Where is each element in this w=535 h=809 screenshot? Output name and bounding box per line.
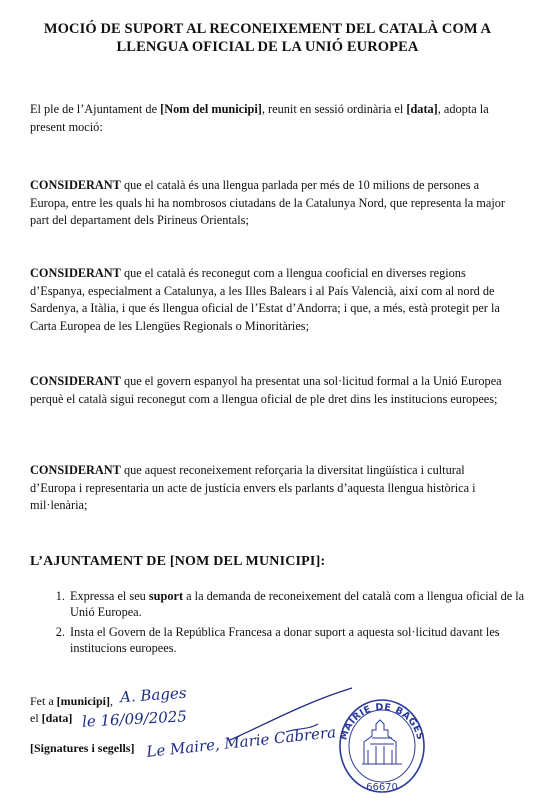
- considerant-text: que el català és reconegut com a llengua cooficial en diverses regions d’Espanya, especialment a Catalunya, a les Illes Balears i al País Valencià, així com al nord de Sardenya, a Itàlia, i que és llengua oficial de l’Estat d’Andorra; i que, a més, està protegit per la Carta Europea de les Llengües Regionals o Minoritàries;: [30, 266, 500, 333]
- considerant-paragraph-2: [30, 265, 508, 335]
- placeholder-signatures: [Signatures i segells]: [30, 741, 135, 755]
- item-text: a la demanda de reconeixement del català com a llengua oficial de la Unió Europea.: [70, 589, 525, 619]
- title-line-1: MOCIÓ DE SUPORT AL RECONEIXEMENT DEL CATALÀ COM A: [43, 21, 492, 37]
- considerant-label: CONSIDERANT: [30, 178, 121, 192]
- placeholder-date-sign: [data]: [41, 711, 73, 725]
- intro-paragraph: [30, 101, 508, 136]
- item-text: Insta el Govern de la República Francesa a donar suport a aquesta sol·licitud davant les institucions europees.: [70, 625, 500, 655]
- considerant-label: CONSIDERANT: [30, 463, 121, 477]
- handwritten-signatures: Le Maire, Marie Cabrera: [145, 723, 337, 761]
- placeholder-municipality: [Nom del municipi]: [160, 102, 262, 116]
- placeholder-date: [data]: [406, 102, 438, 116]
- item-text: Expressa el seu: [70, 589, 149, 603]
- mairie-stamp: [336, 690, 428, 798]
- considerant-text: que el català és una llengua parlada per més de 10 milions de persones a Europa, entre les quals hi ha nombrosos ciutadans de la Catalunya Nord, que representa la major part del departament dels Pirineus Orientals;: [30, 178, 505, 227]
- considerant-label: CONSIDERANT: [30, 266, 121, 280]
- placeholder-place: [municipi]: [56, 694, 111, 708]
- stamp-bottom-text: 66670: [366, 782, 398, 793]
- considerant-label: CONSIDERANT: [30, 374, 121, 388]
- date-line: [30, 711, 72, 725]
- intro-text: , reunit en sessió ordinària el: [261, 102, 407, 116]
- intro-text: El ple de l’Ajuntament de: [30, 102, 161, 116]
- title-line-2: LLENGUA OFICIAL DE LA UNIÓ EUROPEA: [116, 39, 419, 55]
- intro-text: , adopta la present moció:: [30, 102, 489, 134]
- list-item: [68, 588, 535, 620]
- considerant-paragraph-1: [30, 177, 508, 230]
- stamp-top-text: MAIRIE DE BAGES: [338, 701, 426, 742]
- considerant-paragraph-3: [30, 373, 508, 408]
- item-bold-text: suport: [148, 589, 184, 603]
- date-prefix: el: [30, 711, 42, 725]
- place-prefix: Fet a: [30, 694, 57, 708]
- considerant-text: que aquest reconeixement reforçaria la diversitat lingüística i cultural d’Europa i representaria un acte de justícia envers els parlants d’aquesta llengua històrica i mil·lenària;: [30, 463, 476, 512]
- signatures-line: [30, 741, 134, 755]
- resolution-heading: L’AJUNTAMENT DE [NOM DEL MUNICIPI]:: [30, 554, 326, 569]
- resolution-list: [30, 588, 535, 660]
- place-line: [30, 694, 113, 708]
- document-title: [30, 20, 505, 56]
- considerant-text: que el govern espanyol ha presentat una sol·licitud formal a la Unió Europea perquè el català sigui reconegut com a llengua oficial de ple dret dins les institucions europees;: [30, 374, 502, 406]
- considerant-paragraph-4: [30, 462, 508, 515]
- place-suffix: ,: [110, 694, 114, 708]
- handwritten-date: le 16/09/2025: [81, 707, 188, 731]
- handwritten-place: A. Bages: [119, 683, 188, 707]
- list-item: [68, 624, 535, 656]
